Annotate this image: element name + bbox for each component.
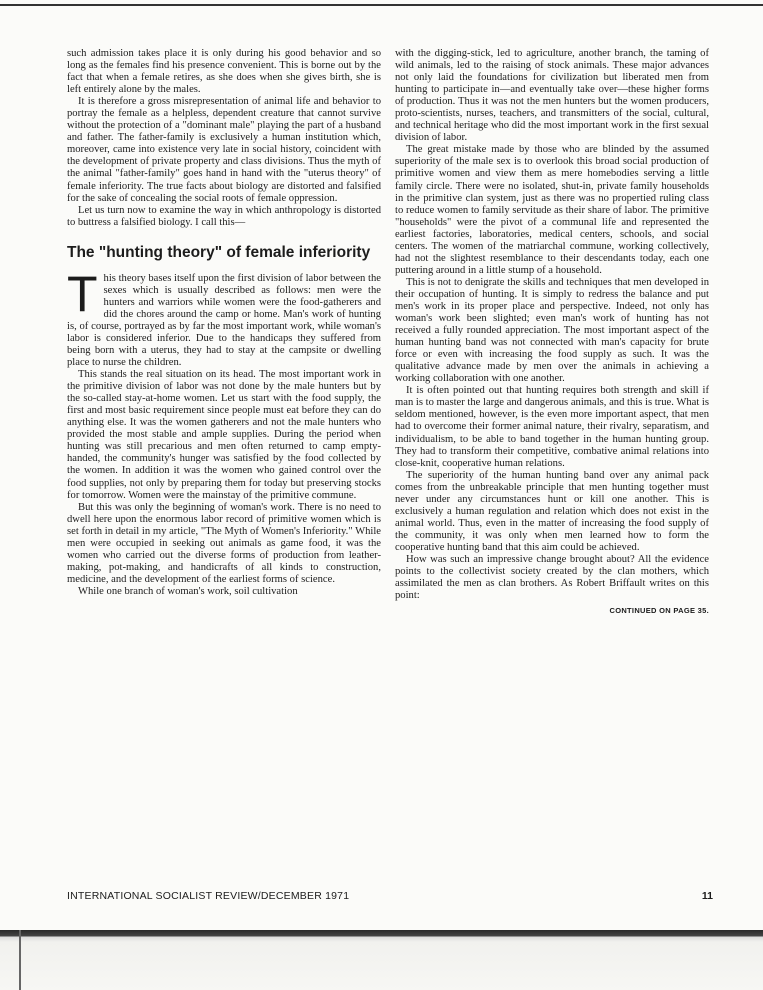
paragraph: with the digging-stick, led to agriculture, another branch, the taming of wild animals, led to the raising of stock animals. These major advances not only laid the foundations for civilization but liberated men from hunting to participate in—and eventually take over—these higher forms of production. Thus it was not the men hunters but the women producers, proto-scientists, nurses, teachers, and transmitters of the social, cultural, and technical heritage who did the most important work in the first sexual division of labor. — [395, 48, 709, 144]
paragraph: It is therefore a gross misrepresentation of animal life and behavior to portray the female as a helpless, dependent creature that cannot survive without the protection of a "dominant male" playing the part of a husband and father. The father-family is exclusively a human institution which, moreover, came into existence very late in social history, coincident with the development of private property and class divisions. Thus the myth of the animal "father-family" goes hand in hand with the "uterus theory" of female inferiority. The true facts about biology are distorted and falsified for the sake of concealing the social roots of female oppression. — [67, 96, 381, 204]
paragraph: This is not to denigrate the skills and techniques that men developed in their occupation of hunting. It is simply to redress the balance and put men's work in its proper place and perspective. Indeed, not only has woman's work been slighted; even man's work of hunting has not received a fully rounded appreciation. The most important aspect of the human hunting band was not connected with man's capacity for brute force or even with increasing the food supply as such. It was the qualitative advance made by men over the animals in achieving a working collaboration with one another. — [395, 276, 709, 385]
paragraph: The superiority of the human hunting band over any animal pack comes from the unbreakable principle that men hunting together must never under any circumstances hunt or kill one another. This is exclusively a human regulation and relation which does not exist in the animal world. Thus, even in the matter of increasing the food supply of the community, it was only when men learned how to form the cooperative hunting band that this aim could be achieved. — [395, 469, 709, 553]
paragraph: It is often pointed out that hunting requires both strength and skill if man is to master the large and dangerous animals, and this is true. What is seldom mentioned, however, is the even more important aspect, that men had to overcome their former animal nature, their rivalry, separatism, and individualism, to be able to band together in the human hunting group. They had to transform their competitive, combative animal relations into close-knit, cooperative human relations. — [395, 385, 709, 469]
paragraph: The great mistake made by those who are blinded by the assumed superiority of the male sex is to overlook this broad social production of primitive women and view them as mere homebodies serving a little family circle. There were no isolated, shut-in, private family households in the primitive clan system, just as there was no propertied ruling class to reduce women to family servitude as their share of labor. The primitive "households" were the pivot of a communal life and represented the earliest factories, laboratories, medical centers, schools, and social centers. The women of the matriarchal commune, working collectively, had not the slightest resemblance to their descendants today, each one puttering around in a little stump of a household. — [395, 144, 709, 276]
paragraph: How was such an impressive change brought about? All the evidence points to the collectivist society created by the clan mothers, which assimilated the men as clan brothers. As Robert Briffault writes on this point: — [395, 553, 709, 602]
paragraph: This stands the real situation on its head. The most important work in the primitive division of labor was not done by the male hunters but by the so-called stay-at-home women. Let us start with the food supply, the first and most basic requirement since people must eat before they can do anything else. It was the women gatherers and not the male hunters who provided the most stable and ample supplies. During the period when hunting was still precarious and men often returned to camp empty-handed, the community's hunger was satisfied by the food collected by the women. In addition it was the women who gained control over the food supplies, not only by preparing them for today but preserving stocks for tomorrow. Women were the mainstay of the primitive commune. — [67, 369, 381, 501]
section-heading: The "hunting theory" of female inferiority — [67, 243, 371, 261]
paragraph: such admission takes place it is only during his good behavior and so long as the females find his presence convenient. This is borne out by the fact that when a female retires, as she does when she gives birth, she is left entirely alone by the males. — [67, 48, 381, 96]
paragraph: While one branch of woman's work, soil cultivation — [78, 585, 298, 597]
continued-note: CONTINUED ON PAGE 35. — [609, 606, 709, 616]
paragraph: But this was only the beginning of woman's work. There is no need to dwell here upon the enormous labor record of primitive women which is set forth in detail in my article, "The Myth of Women's Inferiority." While men were occupied in seeking out animals as game food, it was the women who carried out the diverse forms of production from leather-making, pot-making, and handicrafts of all kinds to construction, medicine, and the development of the earliest forms of science. — [67, 501, 381, 585]
left-column — [67, 48, 381, 598]
scan-edge-left — [19, 930, 21, 990]
scan-edge — [0, 930, 763, 990]
page-number: 11 — [701, 890, 713, 902]
paragraph-text: his theory bases itself upon the first division of labor between the sexes which is usually described as follows: men were the hunters and warriors while women were the food-gatherers and did the chores around the camp or home. Man's work of hunting is, of course, portrayed as by far the most important work, while woman's labor is considered inferior. Due to the handicaps they suffered from being born with a uterus, they had to stay at the campsite or dwelling place to nurse the children. — [67, 272, 381, 369]
publication-title: INTERNATIONAL SOCIALIST REVIEW/DECEMBER 1971 — [67, 890, 350, 902]
top-rule — [0, 4, 763, 6]
right-column — [395, 48, 709, 617]
dropcap-paragraph — [67, 265, 381, 369]
paragraph: Let us turn now to examine the way in which anthropology is distorted to buttress a falsified biology. I call this— — [67, 204, 381, 228]
drop-cap: T — [67, 265, 98, 322]
